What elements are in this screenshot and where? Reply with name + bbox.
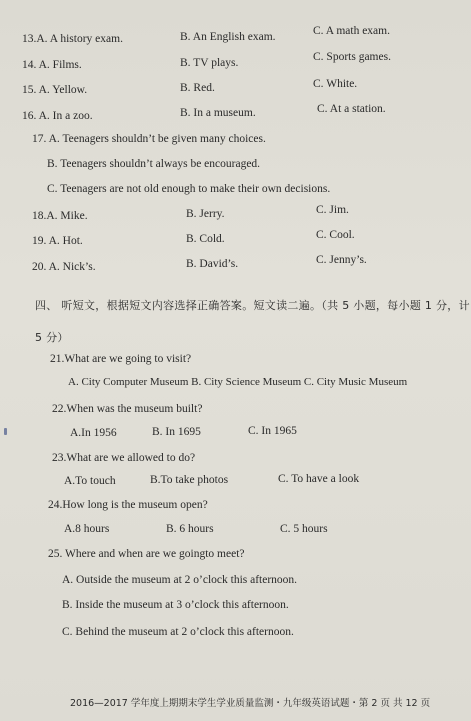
q16-option-b: B. In a museum. [180, 107, 256, 119]
q25-option-a: A. Outside the museum at 2 o’clock this afternoon. [62, 574, 298, 586]
section4-instructions: 四、 听短文，根据短文内容选择正确答案。短文读二遍。（共 5 小题，每小题 1 分，计 [35, 299, 470, 312]
q23-option-a: A.To touch [64, 475, 116, 487]
q24-option-b: B. 6 hours [166, 523, 214, 535]
q20-option-a: 20. A. Nick’s. [32, 261, 96, 273]
q20-option-c: C. Jenny’s. [316, 254, 367, 266]
q14-option-b: B. TV plays. [180, 57, 239, 69]
q19-option-b: B. Cold. [186, 233, 225, 245]
q18-option-b: B. Jerry. [186, 208, 225, 220]
page-footer: 2016—2017 学年度上期期末学生学业质量监测・九年级英语试题・第 2 页 共 12 页 [70, 698, 431, 709]
q19-option-c: C. Cool. [316, 229, 355, 241]
ink-mark [4, 428, 7, 435]
q17-option-c: C. Teenagers are not old enough to make their own decisions. [47, 183, 331, 195]
section4-instructions-cont: 5 分） [35, 331, 69, 344]
q19-option-a: 19. A. Hot. [32, 235, 83, 247]
q18-option-c: C. Jim. [316, 204, 349, 216]
q25-option-b: B. Inside the museum at 3 o’clock this afternoon. [62, 599, 289, 611]
q25-option-c: C. Behind the museum at 2 o’clock this afternoon. [62, 626, 294, 638]
q15-option-a: 15. A. Yellow. [22, 84, 88, 96]
q24-question: 24.How long is the museum open? [48, 499, 208, 511]
q23-question: 23.What are we allowed to do? [52, 452, 196, 464]
q13-option-c: C. A math exam. [313, 25, 390, 37]
q22-option-a: A.In 1956 [70, 427, 117, 439]
q21-options: A. City Computer Museum B. City Science Museum C. City Music Museum [68, 376, 408, 388]
q13-option-b: B. An English exam. [180, 31, 276, 43]
q18-option-a: 18.A. Mike. [32, 210, 88, 222]
q24-option-a: A.8 hours [64, 523, 110, 535]
q24-option-c: C. 5 hours [280, 523, 328, 535]
q14-option-a: 14. A. Films. [22, 59, 82, 71]
q16-option-a: 16. A. In a zoo. [22, 110, 93, 122]
q23-option-b: B.To take photos [150, 474, 229, 486]
q16-option-c: C. At a station. [317, 103, 386, 115]
q15-option-c: C. White. [313, 78, 358, 90]
q13-option-a: 13.A. A history exam. [22, 33, 123, 45]
q17-option-b: B. Teenagers shouldn’t always be encouraged. [47, 158, 261, 170]
q15-option-b: B. Red. [180, 82, 215, 94]
q22-option-b: B. In 1695 [152, 426, 201, 438]
q22-option-c: C. In 1965 [248, 425, 297, 437]
q25-question: 25. Where and when are we goingto meet? [48, 548, 245, 560]
q17-option-a: 17. A. Teenagers shouldn’t be given many choices. [32, 133, 266, 145]
q14-option-c: C. Sports games. [313, 51, 391, 63]
q20-option-b: B. David’s. [186, 258, 239, 270]
q23-option-c: C. To have a look [278, 473, 360, 485]
q21-question: 21.What are we going to visit? [50, 353, 192, 365]
q22-question: 22.When was the museum built? [52, 403, 203, 415]
